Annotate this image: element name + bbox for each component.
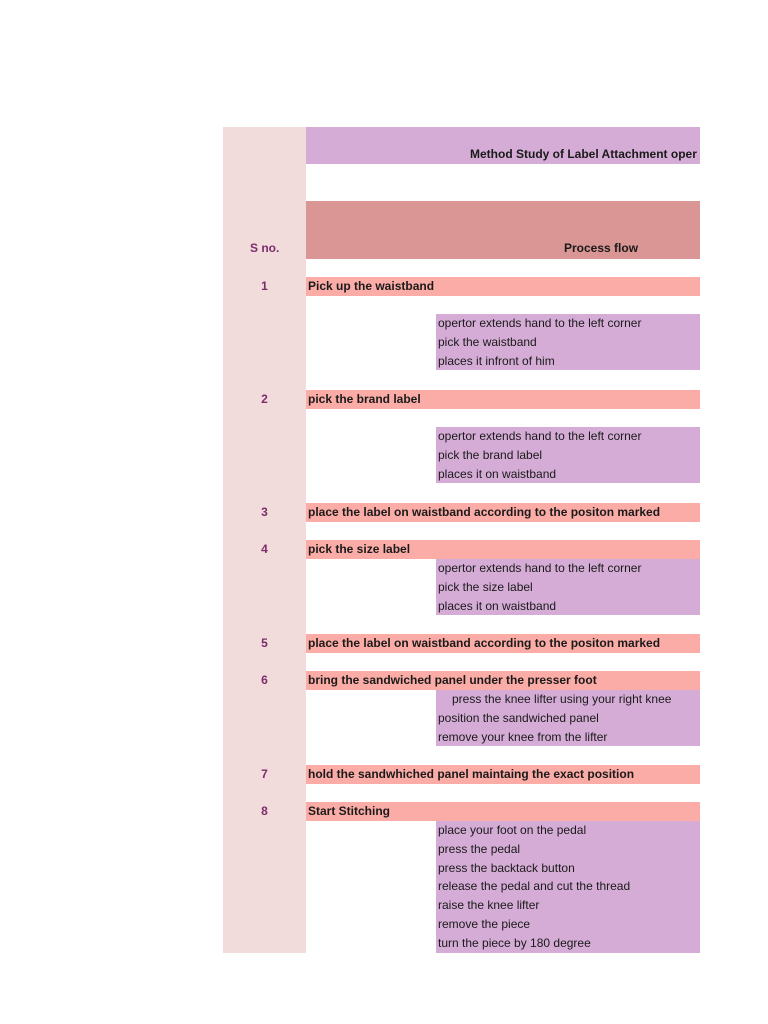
step-label: hold the sandwhiched panel maintaing the exact position [308, 767, 635, 781]
step-label: place the label on waistband according to the positon marked [308, 505, 661, 519]
substep-block [436, 821, 700, 953]
substep: pick the size label [438, 579, 533, 594]
sheet-title: Method Study of Label Attachment oper [470, 147, 697, 161]
step-label: pick the size label [308, 542, 411, 556]
substep-block [436, 559, 700, 615]
substep: places it infront of him [438, 353, 555, 368]
step-number: 5 [261, 636, 268, 650]
substep: position the sandwiched panel [438, 710, 599, 725]
step-number: 6 [261, 673, 268, 687]
substep: opertor extends hand to the left corner [438, 429, 642, 443]
substep: places it on waistband [438, 466, 557, 481]
substep-block [436, 427, 700, 483]
process-flow-label: Process flow [564, 241, 639, 255]
step-number: 8 [261, 804, 268, 818]
substep: opertor extends hand to the left corner [438, 316, 642, 330]
substep: release the pedal and cut the thread [438, 879, 631, 894]
substep: opertor extends hand to the left corner [438, 561, 642, 575]
substep: raise the knee lifter [438, 898, 540, 913]
substep-block [436, 314, 700, 370]
title-bar [306, 127, 700, 164]
substep: pick the brand label [438, 447, 543, 462]
substep-block [436, 690, 700, 746]
step-row [306, 802, 700, 821]
step-row [306, 634, 700, 653]
step-row [306, 503, 700, 522]
substep: press the knee lifter using your right knee [452, 692, 672, 706]
step-number: 2 [261, 392, 268, 406]
step-label: bring the sandwiched panel under the presser foot [308, 673, 597, 687]
step-row [306, 671, 700, 690]
sno-header: S no. [250, 241, 280, 255]
step-row [306, 540, 700, 559]
step-number: 7 [261, 767, 268, 781]
step-row [306, 765, 700, 784]
step-number: 4 [261, 542, 268, 556]
substep: press the pedal [438, 841, 521, 856]
step-label: Start Stitching [308, 804, 391, 818]
substep: places it on waistband [438, 598, 557, 613]
substep: pick the waistband [438, 334, 537, 349]
step-number: 1 [261, 279, 268, 293]
step-label: Pick up the waistband [308, 279, 435, 293]
step-number: 3 [261, 505, 268, 519]
step-row [306, 390, 700, 409]
step-label: place the label on waistband according to the positon marked [308, 636, 661, 650]
substep: turn the piece by 180 degree [438, 935, 591, 950]
substep: place your foot on the pedal [438, 823, 587, 837]
substep: press the backtack button [438, 860, 575, 875]
step-row [306, 277, 700, 296]
substep: remove the piece [438, 916, 531, 931]
process-flow-header [306, 201, 700, 259]
step-label: pick the brand label [308, 392, 421, 406]
substep: remove your knee from the lifter [438, 729, 608, 744]
